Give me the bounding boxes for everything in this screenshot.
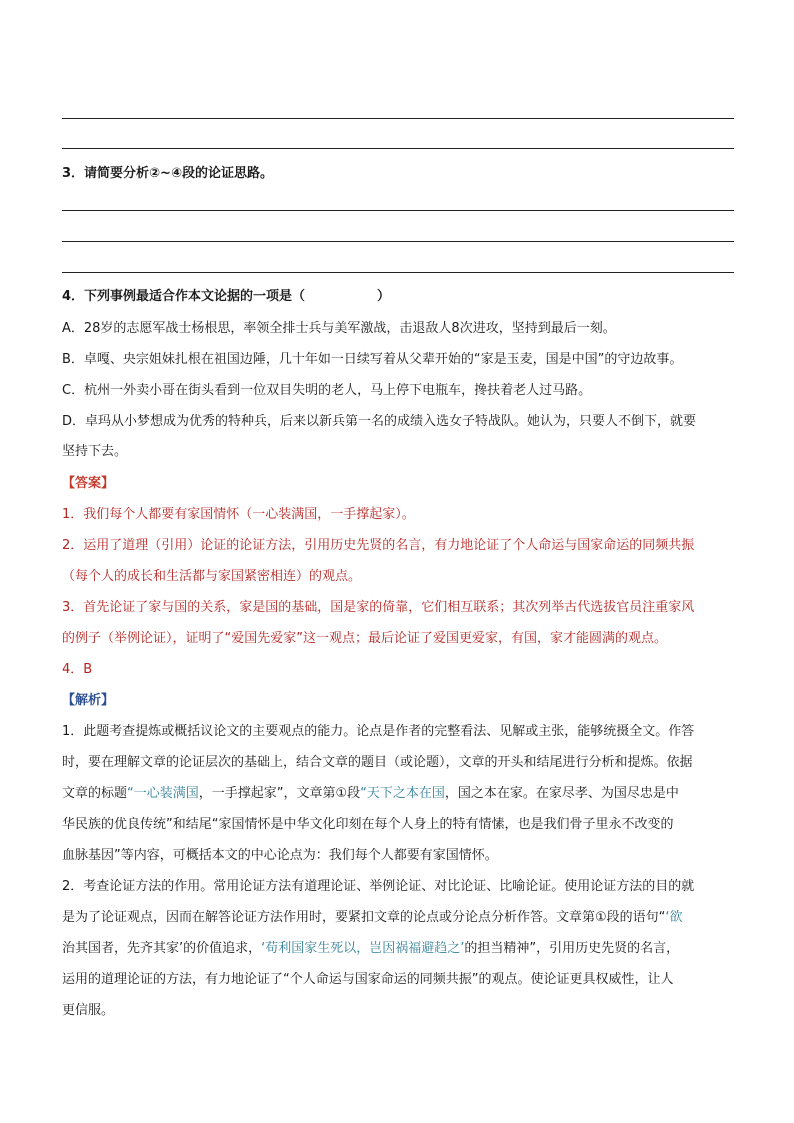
- answer-blank-line: [62, 272, 734, 273]
- quoted-title: “一心装满国: [127, 786, 199, 801]
- question-3: 3．请简要分析②~④段的论证思路。: [62, 166, 273, 181]
- answer-header: 【答案】: [62, 476, 115, 491]
- quoted-text: ‘欲: [665, 910, 683, 925]
- text-run: 的担当精神”，引用历史先贤的名言，: [464, 941, 680, 956]
- quoted-text: ‘苟利国家生死以，岂因祸福避趋之’: [261, 941, 465, 956]
- text-run: ，国之本在家。在家尽孝、为国尽忠是中: [444, 786, 679, 801]
- analysis-2-cont: [62, 939, 742, 959]
- text-run: 文章的标题: [62, 786, 128, 801]
- analysis-2-cont: 更信服。: [62, 1003, 115, 1018]
- question-4-text: 4．下列事例最适合作本文论据的一项是（: [62, 289, 306, 304]
- answer-4: 4．B: [62, 662, 93, 677]
- answer-3: 3．首先论证了家与国的关系，家是国的基础，国是家的倚靠，它们相互联系；其次列举古代选拔官员注重家风: [62, 600, 695, 615]
- answer-blank-line: [62, 210, 734, 211]
- analysis-1-cont: 华民族的优良传统”和结尾“家国情怀是中华文化印刻在每个人身上的特有情愫，也是我们骨子里永不改变的: [62, 817, 674, 832]
- text-run: ，一手撑起家”，文章第①段: [198, 786, 361, 801]
- option-d-cont: 坚持下去。: [62, 444, 128, 459]
- answer-blank-line: [62, 118, 734, 119]
- analysis-1-cont: [62, 784, 742, 804]
- text-run: 是为了论证观点，因而在解答论证方法作用时，要紧扣文章的论点或分论点分析作答。文章第①段的语句“: [62, 910, 666, 925]
- answer-2-cont: （每个人的成长和生活都与家国紧密相连）的观点。: [62, 569, 362, 584]
- question-4: [62, 287, 742, 307]
- analysis-2-cont: 运用的道理论证的方法，有力地论证了“个人命运与国家命运的同频共振”的观点。使论证更具权威性，让人: [62, 972, 674, 987]
- analysis-1-cont: 血脉基因”等内容，可概括本文的中心论点为：我们每个人都要有家国情怀。: [62, 848, 498, 863]
- analysis-1: 1．此题考查提炼或概括议论文的主要观点的能力。论点是作者的完整看法、见解或主张，能够统摄全文。作答: [62, 724, 695, 739]
- answer-blank-line: [62, 148, 734, 149]
- question-4-close: ）: [377, 289, 391, 304]
- option-a: A．28岁的志愿军战士杨根思，率领全排士兵与美军激战，击退敌人8次进攻，坚持到最后一刻。: [62, 321, 616, 336]
- option-b: B．卓嘎、央宗姐妹扎根在祖国边陲，几十年如一日续写着从父辈开始的“家是玉麦，国是中国”的守边故事。: [62, 352, 683, 367]
- answer-1: 1．我们每个人都要有家国情怀（一心装满国，一手撑起家）。: [62, 507, 415, 522]
- answer-3-cont: 的例子（举例论证），证明了“爱国先爱家”这一观点；最后论证了爱国更爱家，有国，家才能圆满的观点。: [62, 631, 667, 646]
- option-d: D．卓玛从小梦想成为优秀的特种兵，后来以新兵第一名的成绩入选女子特战队。她认为，只要人不倒下，就要: [62, 414, 697, 429]
- analysis-header: 【解析】: [62, 693, 115, 708]
- quoted-text: “天下之本在国: [360, 786, 445, 801]
- analysis-1-cont: 时，要在理解文章的论证层次的基础上，结合文章的题目（或论题），文章的开头和结尾进行分析和提炼。依据: [62, 755, 693, 770]
- answer-2: 2．运用了道理（引用）论证的论证方法，引用历史先贤的名言，有力地论证了个人命运与国家命运的同频共振: [62, 538, 695, 553]
- answer-blank-line: [62, 241, 734, 242]
- analysis-2: 2．考查论证方法的作用。常用论证方法有道理论证、举例论证、对比论证、比喻论证。使用论证方法的目的就: [62, 879, 695, 894]
- option-c: C．杭州一外卖小哥在街头看到一位双目失明的老人，马上停下电瓶车，搀扶着老人过马路。: [62, 383, 592, 398]
- analysis-2-cont: [62, 908, 742, 928]
- text-run: 治其国者，先齐其家’的价值追求，: [62, 941, 262, 956]
